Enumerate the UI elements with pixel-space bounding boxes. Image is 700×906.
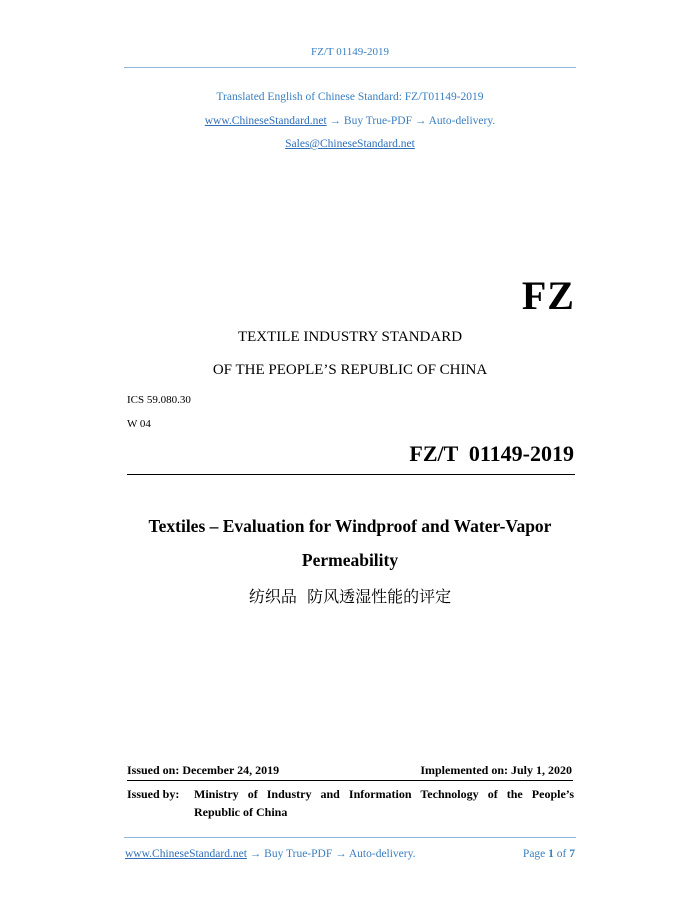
arrow-right-icon: → <box>335 848 347 860</box>
standard-logo: FZ <box>521 273 575 318</box>
english-title-line-1: Textiles – Evaluation for Windproof and Water-Vapor <box>148 516 552 536</box>
footer-site-link[interactable]: www.ChineseStandard.net <box>125 848 247 860</box>
auto-delivery-text: Auto-delivery. <box>428 115 496 127</box>
issue-divider <box>127 780 573 781</box>
standard-type-line-1: TEXTILE INDUSTRY STANDARD <box>237 329 463 345</box>
page-header-title: FZ/T 01149-2019 <box>311 46 389 58</box>
ics-code: ICS 59.080.30 <box>127 394 191 406</box>
chinese-title: 纺织品 防风透湿性能的评定 <box>248 587 452 606</box>
issuing-authority-line-1: Ministry of Industry and Information Technology of the People’s <box>194 787 574 801</box>
english-title-line-2: Permeability <box>301 550 399 570</box>
standard-number: FZ/T 01149-2019 <box>409 441 574 466</box>
page-current: 1 <box>548 848 554 860</box>
arrow-right-icon: → <box>414 115 427 127</box>
footer-divider <box>124 837 576 838</box>
implemented-on-date: Implemented on: July 1, 2020 <box>420 763 572 777</box>
translation-notice: Translated English of Chinese Standard: FZ/T01149-2019 <box>216 91 484 103</box>
arrow-right-icon: → <box>329 115 342 127</box>
arrow-right-icon: → <box>249 848 262 860</box>
title-divider <box>127 474 575 475</box>
page-indicator <box>523 848 575 860</box>
site-link[interactable]: www.ChineseStandard.net <box>204 115 327 127</box>
buy-pdf-text: Buy True-PDF <box>343 115 412 127</box>
footer-purchase-line <box>125 848 416 860</box>
page-total: 7 <box>569 848 575 860</box>
page-label: Page <box>522 848 546 860</box>
footer-buy-text: Buy True-PDF <box>264 848 333 860</box>
header-divider <box>124 67 576 68</box>
footer-delivery-text: Auto-delivery. <box>348 848 416 860</box>
email-line <box>0 138 700 150</box>
issued-by-label: Issued by: <box>127 787 180 801</box>
classification-code: W 04 <box>127 418 151 430</box>
issuing-authority-line-2: Republic of China <box>194 805 288 819</box>
purchase-line <box>0 115 700 127</box>
issued-on-date: Issued on: December 24, 2019 <box>127 763 280 777</box>
page-of: of <box>556 848 567 860</box>
standard-type-line-2: OF THE PEOPLE’S REPUBLIC OF CHINA <box>212 362 488 378</box>
email-link[interactable]: Sales@ChineseStandard.net <box>285 138 415 150</box>
